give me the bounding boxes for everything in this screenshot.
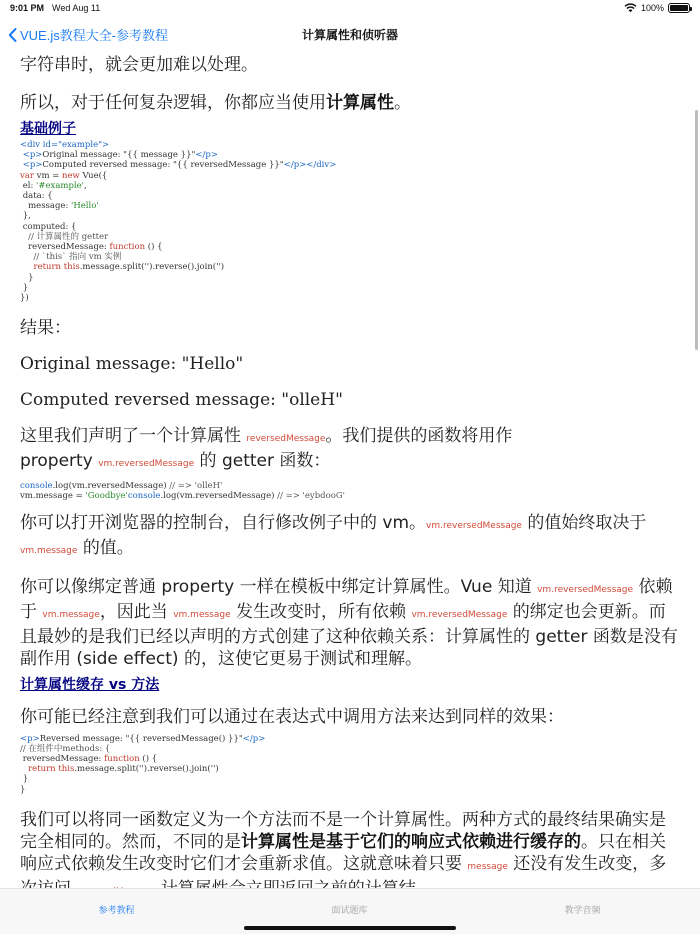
code-block-example: <div id="example"> <p>Original message: "{{ message }}"</p> <p>Computed reversed message: "{{ reversedMessage }}"</p></div> var vm = new Vue({ el: '#example', data: { message: 'Hello' }, computed: { // 计算属性的 getter reversedMessage: function () { // `this` 指向 vm 实例 return this.message.split('').reverse().join('') } } }) [20,140,337,304]
code-block-console: console.log(vm.reversedMessage) // => 'olleH' vm.message = 'Goodbye'console.log(vm.reversedMessage) // => 'eybdooG' [20,481,345,502]
section-heading-cache: 计算属性缓存 vs 方法 [20,676,160,693]
paragraph-2: 所以，对于任何复杂逻辑，你都应当使用计算属性。 [20,93,411,113]
paragraph-1: 字符串时，就会更加难以处理。 [20,55,258,75]
paragraph-4: 你可以打开浏览器的控制台，自行修改例子中的 vm。vm.reversedMessage 的值始终取决于 vm.message 的值。 [20,512,647,558]
battery-percent: 100% [640,3,664,13]
navigation-bar [0,18,700,50]
result-label: 结果： [20,318,71,339]
battery-icon [668,3,690,13]
page-title: 计算属性和侦听器 [301,28,398,42]
result-original-message: Original message: "Hello" [20,354,244,375]
wifi-icon [624,3,637,13]
tab-reference-tutorial[interactable]: 参考教程 [98,905,135,915]
code-block-method: <p>Reversed message: "{{ reversedMessage() }}"</p> // 在组件中methods: { reversedMessage: function () { return this.message.split('').reverse().join('') } } [20,733,266,795]
section-heading-basic: 基础例子 [20,121,76,137]
home-indicator [244,926,456,930]
status-right [624,3,690,13]
status-date: Wed Aug 11 [52,3,101,13]
back-label: VUE.js教程大全-参考教程 [20,28,169,43]
paragraph-6: 你可能已经注意到我们可以通过在表达式中调用方法来达到同样的效果： [20,706,564,727]
article-content[interactable] [0,50,700,888]
status-time: 9:01 PM [10,3,45,13]
paragraph-5: 你可以像绑定普通 property 一样在模板中绑定计算属性。Vue 知道 vm.reversedMessage 依赖于 vm.message，因此当 vm.message 发生改变时，所有依赖 vm.reversedMessage 的绑定也会更新。而且最妙的是我们已经以声明的方式创建了这种依赖关系：计算属性的 getter 函数是没有副作用 (side effect) 的，这使它更易于测试和理解。 [20,576,678,669]
paragraph-7: 我们可以将同一函数定义为一个方法而不是一个计算属性。两种方式的最终结果确实是完全相同的。然而，不同的是计算属性是基于它们的响应式依赖进行缓存的。只在相关响应式依赖发生改变时它们才会重新求值。这就意味着只要 message 还没有发生改变，多 [20,809,667,874]
tab-interview-questions[interactable]: 面试题库 [331,905,368,915]
tab-teaching-audio[interactable]: 教学音频 [564,905,601,915]
status-bar [0,0,700,18]
scrollbar[interactable] [695,110,698,350]
paragraph-3: 这里我们声明了一个计算属性 reversedMessage。我们提供的函数将用作 property vm.reversedMessage 的 getter 函数： [20,426,513,472]
result-computed-message: Computed reversed message: "olleH" [20,390,343,411]
